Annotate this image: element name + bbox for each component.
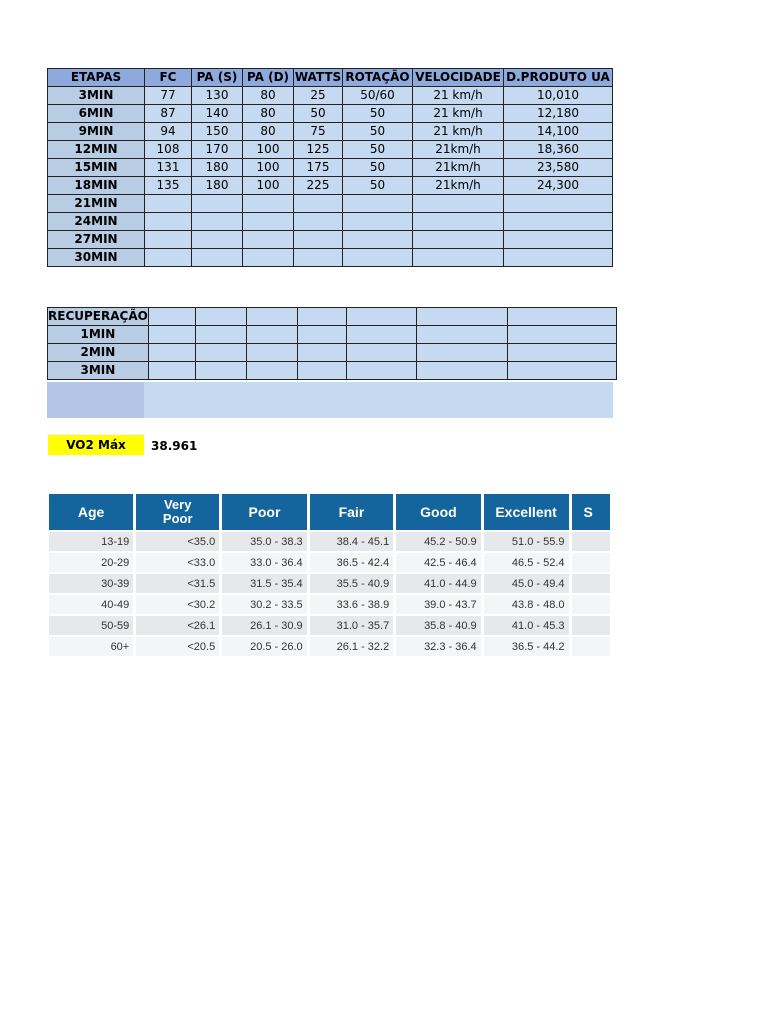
table-cell-pas[interactable]: 150 [192, 123, 243, 141]
table-cell-vel[interactable] [413, 231, 504, 249]
table-cell-dp[interactable]: 18,360 [504, 141, 613, 159]
norms-cell-poor: 26.1 - 30.9 [222, 616, 306, 635]
table-cell[interactable] [297, 308, 346, 326]
table-row [48, 195, 613, 213]
vo2-norms-table [47, 492, 613, 658]
norms-cell-poor: 31.5 - 35.4 [222, 574, 306, 593]
table-cell-rot[interactable]: 50 [343, 177, 413, 195]
norms-cell-superior [572, 532, 610, 551]
table-cell-rot[interactable]: 50/60 [343, 87, 413, 105]
table-cell-pas[interactable]: 170 [192, 141, 243, 159]
table-cell[interactable] [416, 362, 507, 380]
recovery-body [48, 308, 617, 380]
table-cell[interactable] [346, 326, 416, 344]
table-cell[interactable] [148, 362, 195, 380]
norms-cell-age: 60+ [49, 637, 133, 656]
vo2-max-label: VO2 Máx [48, 435, 144, 455]
header-pa-s: PA (S) [192, 69, 243, 87]
table-row [48, 123, 613, 141]
stage-label: 18MIN [48, 177, 145, 195]
norms-cell-fair: 26.1 - 32.2 [310, 637, 394, 656]
stage-label: 30MIN [48, 249, 145, 267]
stage-header-row [48, 69, 613, 87]
table-cell-dp[interactable]: 23,580 [504, 159, 613, 177]
table-cell-pad[interactable] [243, 213, 294, 231]
stage-label: 15MIN [48, 159, 145, 177]
table-cell-pad[interactable] [243, 231, 294, 249]
table-cell-pad[interactable]: 80 [243, 105, 294, 123]
recovery-table [47, 307, 617, 380]
norms-cell-very-poor: <35.0 [136, 532, 219, 551]
table-cell-fc[interactable]: 108 [145, 141, 192, 159]
table-cell[interactable] [148, 308, 195, 326]
table-cell[interactable] [195, 326, 246, 344]
stage-label: 27MIN [48, 231, 145, 249]
table-cell[interactable] [246, 326, 297, 344]
norms-header-very-poor-text: Very Poor [162, 497, 193, 526]
norms-cell-poor: 35.0 - 38.3 [222, 532, 306, 551]
table-cell-vel[interactable]: 21 km/h [413, 87, 504, 105]
stage-label: 9MIN [48, 123, 145, 141]
table-row [48, 213, 613, 231]
norms-cell-very-poor: <20.5 [136, 637, 219, 656]
recovery-title-row [48, 308, 617, 326]
table-cell-dp[interactable]: 14,100 [504, 123, 613, 141]
table-row [48, 105, 613, 123]
norms-cell-good: 35.8 - 40.9 [396, 616, 480, 635]
table-cell[interactable] [416, 326, 507, 344]
table-cell[interactable] [507, 344, 616, 362]
norms-cell-good: 41.0 - 44.9 [396, 574, 480, 593]
table-cell-fc[interactable] [145, 213, 192, 231]
norms-header-superior: S [572, 494, 610, 530]
table-cell[interactable] [346, 308, 416, 326]
table-cell-rot[interactable] [343, 231, 413, 249]
norms-cell-good: 45.2 - 50.9 [396, 532, 480, 551]
norms-cell-excellent: 36.5 - 44.2 [484, 637, 569, 656]
recovery-label: 2MIN [48, 344, 149, 362]
table-cell-vel[interactable]: 21 km/h [413, 123, 504, 141]
table-cell-dp[interactable] [504, 213, 613, 231]
norms-cell-excellent: 46.5 - 52.4 [484, 553, 569, 572]
table-cell-dp[interactable] [504, 195, 613, 213]
recovery-footer-band [47, 382, 613, 418]
norms-cell-superior [572, 574, 610, 593]
norms-row [49, 553, 610, 572]
stage-label: 12MIN [48, 141, 145, 159]
recovery-label: 3MIN [48, 362, 149, 380]
vo2-norms-image [47, 492, 613, 662]
table-cell[interactable] [246, 362, 297, 380]
norms-cell-fair: 33.6 - 38.9 [310, 595, 394, 614]
table-cell-fc[interactable]: 77 [145, 87, 192, 105]
table-cell-rot[interactable]: 50 [343, 159, 413, 177]
norms-header-good: Good [396, 494, 480, 530]
table-cell[interactable] [416, 308, 507, 326]
table-cell-rot[interactable] [343, 195, 413, 213]
table-cell-fc[interactable]: 87 [145, 105, 192, 123]
table-cell-watts[interactable]: 75 [294, 123, 343, 141]
norms-cell-excellent: 43.8 - 48.0 [484, 595, 569, 614]
table-cell-fc[interactable]: 135 [145, 177, 192, 195]
stage-body [48, 87, 613, 267]
table-cell[interactable] [416, 344, 507, 362]
table-cell[interactable] [195, 362, 246, 380]
table-cell-watts[interactable]: 50 [294, 105, 343, 123]
table-cell-vel[interactable]: 21km/h [413, 177, 504, 195]
table-cell-pad[interactable]: 80 [243, 87, 294, 105]
norms-cell-very-poor: <26.1 [136, 616, 219, 635]
table-row [48, 141, 613, 159]
table-cell-pas[interactable]: 180 [192, 159, 243, 177]
table-cell[interactable] [507, 326, 616, 344]
norms-cell-superior [572, 553, 610, 572]
norms-cell-poor: 33.0 - 36.4 [222, 553, 306, 572]
table-cell-pas[interactable]: 180 [192, 177, 243, 195]
table-cell-vel[interactable]: 21km/h [413, 141, 504, 159]
table-cell-dp[interactable]: 12,180 [504, 105, 613, 123]
norms-cell-fair: 31.0 - 35.7 [310, 616, 394, 635]
table-cell-watts[interactable]: 175 [294, 159, 343, 177]
recovery-footer-left [47, 382, 144, 418]
norms-cell-poor: 20.5 - 26.0 [222, 637, 306, 656]
table-cell-pad[interactable]: 100 [243, 159, 294, 177]
norms-cell-good: 32.3 - 36.4 [396, 637, 480, 656]
table-cell-fc[interactable] [145, 249, 192, 267]
stage-label: 21MIN [48, 195, 145, 213]
table-cell[interactable] [297, 362, 346, 380]
table-cell-fc[interactable] [145, 231, 192, 249]
stage-label: 6MIN [48, 105, 145, 123]
table-cell-dp[interactable] [504, 249, 613, 267]
stage-label: 24MIN [48, 213, 145, 231]
table-cell-vel[interactable] [413, 213, 504, 231]
table-cell-vel[interactable] [413, 249, 504, 267]
header-etapas: ETAPAS [48, 69, 145, 87]
norms-cell-age: 50-59 [49, 616, 133, 635]
stage-label: 3MIN [48, 87, 145, 105]
norms-cell-excellent: 45.0 - 49.4 [484, 574, 569, 593]
norms-header-very-poor [136, 494, 219, 530]
norms-row [49, 574, 610, 593]
table-cell[interactable] [246, 308, 297, 326]
table-row [48, 231, 613, 249]
table-cell[interactable] [507, 308, 616, 326]
table-cell-watts[interactable] [294, 195, 343, 213]
table-cell[interactable] [148, 344, 195, 362]
table-cell-pas[interactable]: 140 [192, 105, 243, 123]
table-cell-watts[interactable]: 125 [294, 141, 343, 159]
norms-row [49, 595, 610, 614]
norms-cell-very-poor: <31.5 [136, 574, 219, 593]
table-cell[interactable] [195, 308, 246, 326]
table-cell-fc[interactable]: 131 [145, 159, 192, 177]
table-cell[interactable] [346, 344, 416, 362]
recovery-label: 1MIN [48, 326, 149, 344]
table-row [48, 326, 617, 344]
header-pa-d: PA (D) [243, 69, 294, 87]
norms-cell-very-poor: <33.0 [136, 553, 219, 572]
norms-header-poor: Poor [222, 494, 306, 530]
norms-cell-age: 13-19 [49, 532, 133, 551]
header-d-produto: D.PRODUTO UA [504, 69, 613, 87]
norms-cell-good: 39.0 - 43.7 [396, 595, 480, 614]
header-velocidade: VELOCIDADE [413, 69, 504, 87]
table-cell-pad[interactable]: 100 [243, 141, 294, 159]
norms-cell-excellent: 51.0 - 55.9 [484, 532, 569, 551]
table-cell-vel[interactable]: 21 km/h [413, 105, 504, 123]
norms-header-fair: Fair [310, 494, 394, 530]
table-cell-pas[interactable] [192, 231, 243, 249]
table-cell-rot[interactable]: 50 [343, 141, 413, 159]
norms-header-row [49, 494, 610, 530]
norms-cell-age: 20-29 [49, 553, 133, 572]
norms-cell-superior [572, 595, 610, 614]
header-rotacao: ROTAÇÃO [343, 69, 413, 87]
table-cell-pas[interactable] [192, 213, 243, 231]
norms-cell-superior [572, 616, 610, 635]
table-row [48, 159, 613, 177]
norms-row [49, 532, 610, 551]
table-row [48, 87, 613, 105]
table-cell-pad[interactable]: 100 [243, 177, 294, 195]
table-cell-pas[interactable] [192, 195, 243, 213]
recovery-title: RECUPERAÇÃO [48, 308, 149, 326]
norms-cell-superior [572, 637, 610, 656]
table-cell-dp[interactable]: 24,300 [504, 177, 613, 195]
table-cell-pas[interactable]: 130 [192, 87, 243, 105]
table-cell-rot[interactable] [343, 213, 413, 231]
table-cell-rot[interactable]: 50 [343, 105, 413, 123]
norms-cell-fair: 35.5 - 40.9 [310, 574, 394, 593]
table-cell-vel[interactable]: 21km/h [413, 159, 504, 177]
norms-cell-poor: 30.2 - 33.5 [222, 595, 306, 614]
norms-cell-good: 42.5 - 46.4 [396, 553, 480, 572]
header-watts: WATTS [294, 69, 343, 87]
table-cell-watts[interactable] [294, 213, 343, 231]
table-cell[interactable] [297, 344, 346, 362]
table-cell-pad[interactable] [243, 249, 294, 267]
table-cell[interactable] [346, 362, 416, 380]
table-cell-watts[interactable]: 225 [294, 177, 343, 195]
norms-cell-age: 30-39 [49, 574, 133, 593]
norms-cell-excellent: 41.0 - 45.3 [484, 616, 569, 635]
table-cell[interactable] [297, 326, 346, 344]
norms-row [49, 637, 610, 656]
table-cell[interactable] [507, 362, 616, 380]
table-cell-rot[interactable] [343, 249, 413, 267]
table-cell-pad[interactable]: 80 [243, 123, 294, 141]
header-fc: FC [145, 69, 192, 87]
table-cell-pad[interactable] [243, 195, 294, 213]
norms-body [49, 532, 610, 656]
vo2-max-value: 38.961 [151, 439, 198, 453]
table-cell-watts[interactable] [294, 249, 343, 267]
table-cell[interactable] [148, 326, 195, 344]
table-row [48, 177, 613, 195]
table-cell[interactable] [195, 344, 246, 362]
stage-table [47, 68, 613, 267]
norms-row [49, 616, 610, 635]
table-row [48, 344, 617, 362]
table-cell-dp[interactable]: 10,010 [504, 87, 613, 105]
norms-cell-age: 40-49 [49, 595, 133, 614]
table-cell-fc[interactable] [145, 195, 192, 213]
table-cell-rot[interactable]: 50 [343, 123, 413, 141]
recovery-footer-right [144, 382, 613, 418]
norms-cell-fair: 38.4 - 45.1 [310, 532, 394, 551]
table-cell-pas[interactable] [192, 249, 243, 267]
table-cell[interactable] [246, 344, 297, 362]
table-row [48, 362, 617, 380]
norms-header-age: Age [49, 494, 133, 530]
table-cell-vel[interactable] [413, 195, 504, 213]
table-cell-fc[interactable]: 94 [145, 123, 192, 141]
norms-cell-very-poor: <30.2 [136, 595, 219, 614]
table-cell-watts[interactable] [294, 231, 343, 249]
norms-header-excellent: Excellent [484, 494, 569, 530]
table-cell-dp[interactable] [504, 231, 613, 249]
norms-cell-fair: 36.5 - 42.4 [310, 553, 394, 572]
table-cell-watts[interactable]: 25 [294, 87, 343, 105]
table-row [48, 249, 613, 267]
